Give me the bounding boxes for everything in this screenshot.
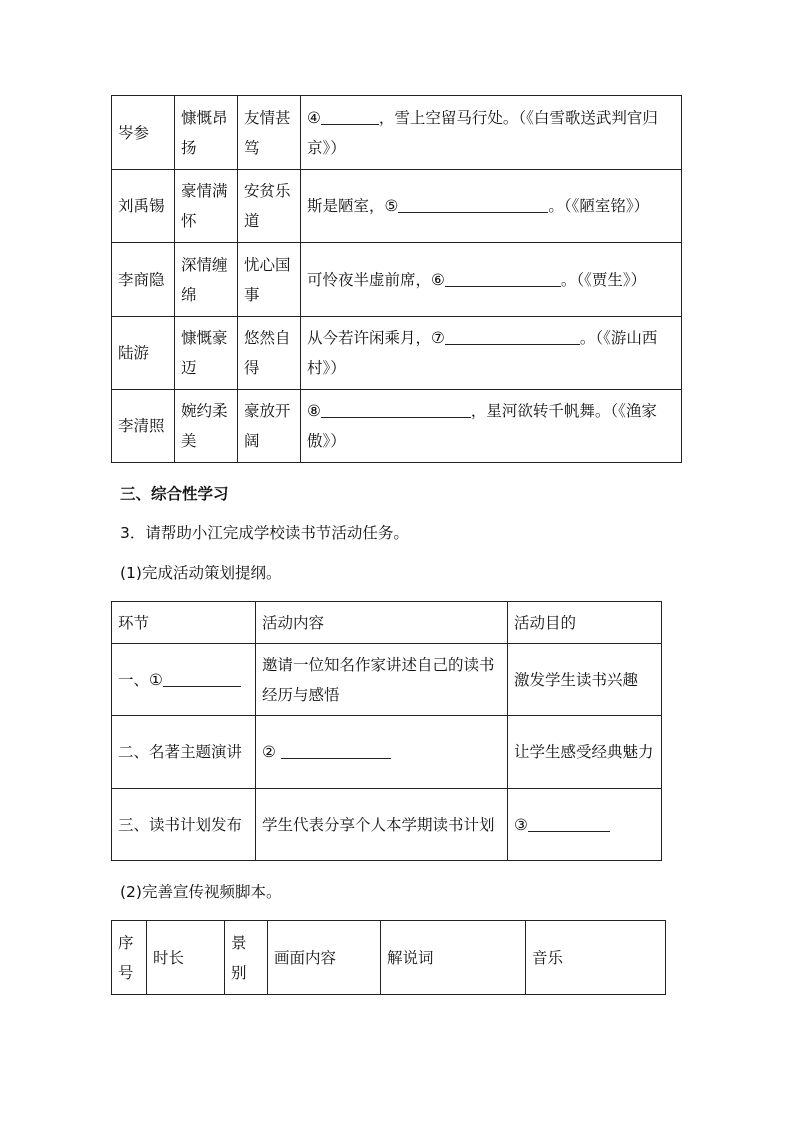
poetry-row [112, 390, 682, 463]
plan-stage-cell: 二、名著主题演讲 [112, 716, 256, 789]
verse-after: 。（《贾生》） [560, 270, 647, 289]
style-cell: 慷慨豪迈 [175, 317, 238, 390]
style-cell: 慷慨昂扬 [175, 96, 238, 170]
verse-before: ④ [307, 108, 321, 127]
answer-blank [163, 668, 241, 687]
poet-cell: 陆游 [112, 317, 175, 390]
header-number: 序号 [112, 921, 147, 995]
plan-header-row [112, 602, 662, 644]
script-table [111, 920, 666, 995]
header-duration: 时长 [147, 921, 225, 995]
header-content: 活动内容 [256, 602, 508, 644]
plan-row [112, 716, 662, 789]
plan-content-cell: 学生代表分享个人本学期读书计划 [256, 789, 508, 861]
verse-cell [301, 317, 682, 390]
feeling-cell: 安贫乐道 [238, 170, 301, 243]
answer-blank [281, 740, 391, 759]
poet-cell: 岑参 [112, 96, 175, 170]
verse-cell [301, 390, 682, 463]
plan-purpose-cell [508, 789, 662, 861]
verse-cell [301, 96, 682, 170]
plan-content-cell [256, 716, 508, 789]
style-cell: 婉约柔美 [175, 390, 238, 463]
plan-row [112, 789, 662, 861]
poet-cell: 刘禹锡 [112, 170, 175, 243]
verse-before: 可怜夜半虚前席，⑥ [307, 270, 445, 289]
plan-row [112, 644, 662, 716]
answer-blank [398, 194, 548, 213]
verse-after: ，星河欲转千帆舞。（《渔家傲》） [307, 402, 657, 450]
header-music: 音乐 [526, 921, 666, 995]
poetry-row [112, 317, 682, 390]
answer-blank [445, 268, 561, 287]
header-stage: 环节 [112, 602, 256, 644]
sub-question-1: (1)完成活动策划提纲。 [120, 564, 282, 582]
verse-cell [301, 243, 682, 317]
stage-text: 一、① [118, 670, 163, 689]
verse-before: 从今若许闲乘月，⑦ [307, 329, 445, 347]
feeling-cell: 友情甚笃 [238, 96, 301, 170]
answer-blank [528, 813, 610, 832]
answer-blank [445, 326, 580, 345]
script-header-row [112, 921, 666, 995]
header-purpose: 活动目的 [508, 602, 662, 644]
poetry-row [112, 170, 682, 243]
verse-after: 。（《陋室铭》） [548, 197, 650, 215]
plan-purpose-cell: 让学生感受经典魅力 [508, 716, 662, 789]
plan-stage-cell [112, 644, 256, 716]
answer-blank [321, 399, 471, 418]
style-cell: 豪情满怀 [175, 170, 238, 243]
poet-cell: 李商隐 [112, 243, 175, 317]
feeling-cell: 悠然自得 [238, 317, 301, 390]
verse-after: 。（《游山西村》） [307, 329, 658, 377]
poetry-row [112, 96, 682, 170]
verse-before: 斯是陋室，⑤ [307, 197, 399, 215]
header-scene: 画面内容 [268, 921, 381, 995]
plan-purpose-cell: 激发学生读书兴趣 [508, 644, 662, 716]
verse-cell [301, 170, 682, 243]
poetry-table [111, 95, 682, 463]
feeling-cell: 忧心国事 [238, 243, 301, 317]
content-text: ② [262, 743, 276, 761]
plan-table [111, 601, 662, 861]
style-cell: 深情缠绵 [175, 243, 238, 317]
plan-stage-cell: 三、读书计划发布 [112, 789, 256, 861]
verse-before: ⑧ [307, 402, 321, 420]
poetry-row [112, 243, 682, 317]
question-text: 3．请帮助小江完成学校读书节活动任务。 [120, 524, 409, 542]
verse-after: ，雪上空留马行处。（《白雪歌送武判官归京》） [307, 108, 658, 157]
plan-content-cell: 邀请一位知名作家讲述自己的读书经历与感悟 [256, 644, 508, 716]
purpose-text: ③ [514, 815, 528, 834]
feeling-cell: 豪放开阔 [238, 390, 301, 463]
poet-cell: 李清照 [112, 390, 175, 463]
header-shot: 景别 [225, 921, 268, 995]
sub-question-2: (2)完善宣传视频脚本。 [120, 883, 282, 901]
section-title: 三、综合性学习 [120, 485, 229, 503]
header-narration: 解说词 [381, 921, 526, 995]
answer-blank [321, 106, 379, 125]
